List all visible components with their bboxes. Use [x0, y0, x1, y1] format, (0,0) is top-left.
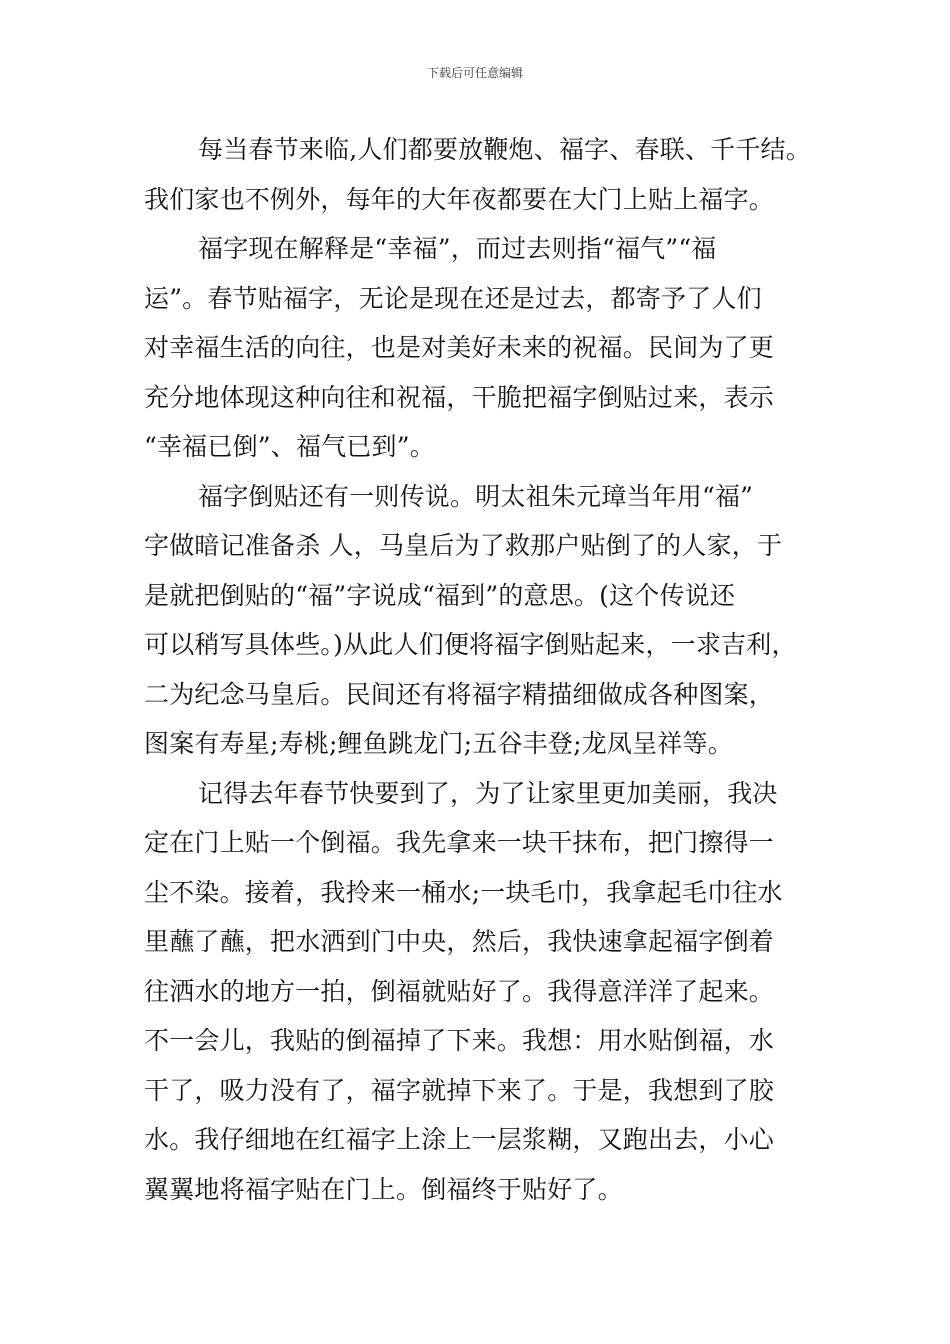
paragraph-1 — [144, 125, 810, 224]
text-line: 干了，吸力没有了，福字就掉下来了。于是，我想到了胶 — [144, 1075, 775, 1105]
document-body — [144, 125, 810, 1214]
text-line: 里蘸了蘸，把水洒到门中央，然后，我快速拿起福字倒着 — [144, 927, 775, 956]
text-line: 我们家也不例外，每年的大年夜都要在大门上贴上福字。 — [144, 184, 775, 214]
text-line: 每当春节来临,人们都要放鞭炮、福字、春联、千千结。 — [198, 135, 811, 164]
text-line: 定在门上贴一个倒福。我先拿来一块干抹布，把门擦得一 — [144, 828, 775, 857]
paragraph-2 — [144, 224, 810, 472]
text-line: 二为纪念马皇后。民间还有将福字精描细做成各种图案， — [144, 679, 775, 709]
page-header: 下载后可任意编辑 — [426, 66, 523, 80]
paragraph-4 — [144, 769, 810, 1215]
text-line: 是就把倒贴的“福”字说成“福到”的意思。(这个传说还 — [144, 580, 736, 610]
text-line: 翼翼地将福字贴在门上。倒福终于贴好了。 — [144, 1174, 623, 1204]
text-line: 图案有寿星;寿桃;鲤鱼跳龙门;五谷丰登;龙凤呈祥等。 — [144, 729, 733, 758]
text-line: 水。我仔细地在红福字上涂上一层浆糊，又跑出去，小心 — [144, 1125, 775, 1154]
text-line: 充分地体现这种向往和祝福，干脆把福字倒贴过来，表示 — [144, 382, 775, 412]
text-line: 往洒水的地方一拍，倒福就贴好了。我得意洋洋了起来。 — [144, 976, 775, 1006]
text-line: 福字现在解释是“幸福”，而过去则指“福气”“福 — [198, 234, 717, 263]
text-line: 运”。春节贴福字，无论是现在还是过去，都寄予了人们 — [144, 283, 762, 313]
text-line: 尘不染。接着，我拎来一桶水;一块毛巾，我拿起毛巾往水 — [144, 877, 783, 907]
text-line: 对幸福生活的向往，也是对美好未来的祝福。民间为了更 — [144, 333, 775, 362]
text-line: 福字倒贴还有一则传说。明太祖朱元璋当年用“福” — [198, 481, 754, 511]
text-line: 可以稍写具体些。)从此人们便将福字倒贴起来，一求吉利， — [144, 630, 797, 659]
paragraph-3 — [144, 472, 810, 769]
text-line: “幸福已倒”、福气已到”。 — [144, 432, 435, 461]
text-line: 不一会儿，我贴的倒福掉了下来。我想：用水贴倒福，水 — [144, 1026, 775, 1055]
text-line: 字做暗记准备杀 人，马皇后为了救那户贴倒了的人家，于 — [144, 531, 783, 560]
text-line: 记得去年春节快要到了，为了让家里更加美丽，我决 — [198, 778, 778, 808]
